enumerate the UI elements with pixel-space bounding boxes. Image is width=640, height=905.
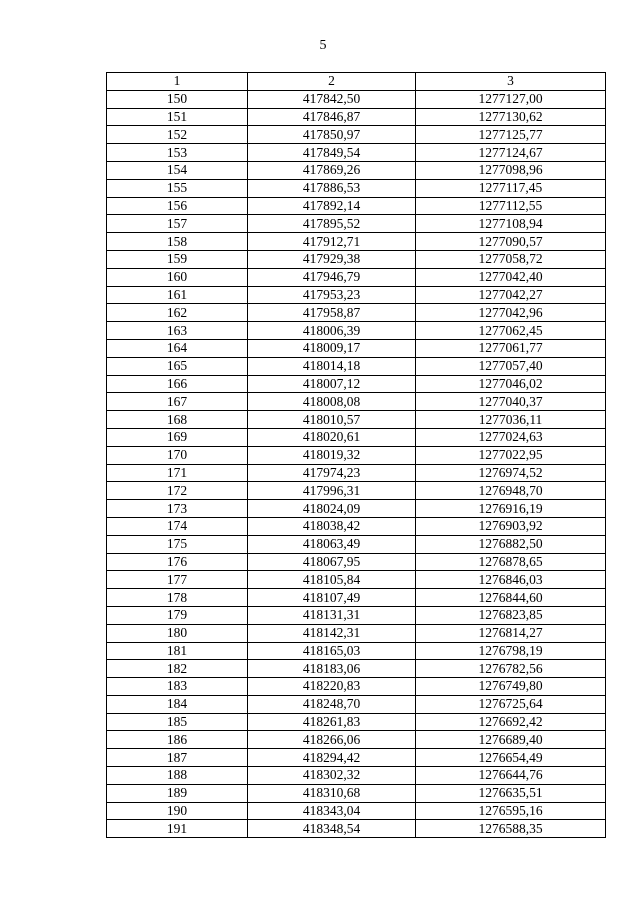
point-number-cell: 162 <box>107 304 248 322</box>
x-coordinate-cell: 418105,84 <box>248 571 416 589</box>
x-coordinate-cell: 418220,83 <box>248 678 416 696</box>
y-coordinate-cell: 1276782,56 <box>416 660 606 678</box>
y-coordinate-cell: 1276692,42 <box>416 713 606 731</box>
y-coordinate-cell: 1276814,27 <box>416 624 606 642</box>
y-coordinate-cell: 1276882,50 <box>416 535 606 553</box>
point-number-cell: 153 <box>107 144 248 162</box>
point-number-cell: 183 <box>107 678 248 696</box>
table-row <box>107 767 606 785</box>
y-coordinate-cell: 1277046,02 <box>416 375 606 393</box>
table-row <box>107 108 606 126</box>
table-row <box>107 500 606 518</box>
point-number-cell: 173 <box>107 500 248 518</box>
y-coordinate-cell: 1277098,96 <box>416 161 606 179</box>
y-coordinate-cell: 1277042,96 <box>416 304 606 322</box>
table-row <box>107 375 606 393</box>
y-coordinate-cell: 1277042,40 <box>416 268 606 286</box>
table-row <box>107 464 606 482</box>
point-number-cell: 177 <box>107 571 248 589</box>
point-number-cell: 159 <box>107 250 248 268</box>
header-row <box>107 73 606 91</box>
y-coordinate-cell: 1276749,80 <box>416 678 606 696</box>
y-coordinate-cell: 1276588,35 <box>416 820 606 838</box>
x-coordinate-cell: 417946,79 <box>248 268 416 286</box>
point-number-cell: 163 <box>107 322 248 340</box>
point-number-cell: 160 <box>107 268 248 286</box>
point-number-cell: 150 <box>107 90 248 108</box>
table-row <box>107 411 606 429</box>
point-number-cell: 158 <box>107 233 248 251</box>
point-number-cell: 182 <box>107 660 248 678</box>
y-coordinate-cell: 1276644,76 <box>416 767 606 785</box>
table-row <box>107 428 606 446</box>
point-number-cell: 164 <box>107 339 248 357</box>
table-row <box>107 339 606 357</box>
y-coordinate-cell: 1276844,60 <box>416 589 606 607</box>
table-header <box>107 73 606 91</box>
column-header-point: 1 <box>107 73 248 91</box>
point-number-cell: 151 <box>107 108 248 126</box>
point-number-cell: 152 <box>107 126 248 144</box>
x-coordinate-cell: 417842,50 <box>248 90 416 108</box>
page-number <box>0 38 640 54</box>
x-coordinate-cell: 417953,23 <box>248 286 416 304</box>
table-row <box>107 233 606 251</box>
point-number-cell: 181 <box>107 642 248 660</box>
point-number-cell: 180 <box>107 624 248 642</box>
table-row <box>107 553 606 571</box>
point-number-cell: 187 <box>107 749 248 767</box>
x-coordinate-cell: 417886,53 <box>248 179 416 197</box>
table-row <box>107 322 606 340</box>
x-coordinate-cell: 418019,32 <box>248 446 416 464</box>
y-coordinate-cell: 1277127,00 <box>416 90 606 108</box>
point-number-cell: 170 <box>107 446 248 464</box>
table-row <box>107 144 606 162</box>
x-coordinate-cell: 418024,09 <box>248 500 416 518</box>
point-number-cell: 169 <box>107 428 248 446</box>
table-row <box>107 749 606 767</box>
y-coordinate-cell: 1277108,94 <box>416 215 606 233</box>
table-row <box>107 695 606 713</box>
point-number-cell: 185 <box>107 713 248 731</box>
table-row <box>107 731 606 749</box>
point-number-cell: 190 <box>107 802 248 820</box>
y-coordinate-cell: 1276798,19 <box>416 642 606 660</box>
x-coordinate-cell: 418343,04 <box>248 802 416 820</box>
x-coordinate-cell: 417869,26 <box>248 161 416 179</box>
table-row <box>107 678 606 696</box>
x-coordinate-cell: 418294,42 <box>248 749 416 767</box>
table-row <box>107 571 606 589</box>
point-number-cell: 176 <box>107 553 248 571</box>
x-coordinate-cell: 418038,42 <box>248 517 416 535</box>
y-coordinate-cell: 1277124,67 <box>416 144 606 162</box>
table-row <box>107 713 606 731</box>
y-coordinate-cell: 1276846,03 <box>416 571 606 589</box>
table-row <box>107 606 606 624</box>
table-row <box>107 126 606 144</box>
table-row <box>107 784 606 802</box>
table-row <box>107 535 606 553</box>
point-number-cell: 156 <box>107 197 248 215</box>
x-coordinate-cell: 417846,87 <box>248 108 416 126</box>
x-coordinate-cell: 418131,31 <box>248 606 416 624</box>
y-coordinate-cell: 1276948,70 <box>416 482 606 500</box>
x-coordinate-cell: 418266,06 <box>248 731 416 749</box>
point-number-cell: 155 <box>107 179 248 197</box>
point-number-cell: 179 <box>107 606 248 624</box>
x-coordinate-cell: 418302,32 <box>248 767 416 785</box>
y-coordinate-cell: 1277130,62 <box>416 108 606 126</box>
table-body <box>107 90 606 837</box>
x-coordinate-cell: 418010,57 <box>248 411 416 429</box>
point-number-cell: 172 <box>107 482 248 500</box>
table-row <box>107 589 606 607</box>
point-number-cell: 167 <box>107 393 248 411</box>
table-row <box>107 624 606 642</box>
y-coordinate-cell: 1277125,77 <box>416 126 606 144</box>
x-coordinate-cell: 418183,06 <box>248 660 416 678</box>
point-number-cell: 168 <box>107 411 248 429</box>
x-coordinate-cell: 417929,38 <box>248 250 416 268</box>
point-number-cell: 157 <box>107 215 248 233</box>
point-number-cell: 188 <box>107 767 248 785</box>
point-number-cell: 175 <box>107 535 248 553</box>
page-number-text: 5 <box>319 38 327 53</box>
y-coordinate-cell: 1276823,85 <box>416 606 606 624</box>
table-row <box>107 304 606 322</box>
table-row <box>107 802 606 820</box>
point-number-cell: 161 <box>107 286 248 304</box>
table-row <box>107 482 606 500</box>
y-coordinate-cell: 1277058,72 <box>416 250 606 268</box>
x-coordinate-cell: 417912,71 <box>248 233 416 251</box>
x-coordinate-cell: 418020,61 <box>248 428 416 446</box>
y-coordinate-cell: 1277022,95 <box>416 446 606 464</box>
table-row <box>107 517 606 535</box>
y-coordinate-cell: 1277042,27 <box>416 286 606 304</box>
y-coordinate-cell: 1276916,19 <box>416 500 606 518</box>
x-coordinate-cell: 417892,14 <box>248 197 416 215</box>
table-row <box>107 197 606 215</box>
table-row <box>107 820 606 838</box>
y-coordinate-cell: 1277090,57 <box>416 233 606 251</box>
coordinates-table <box>106 72 606 838</box>
table-row <box>107 286 606 304</box>
column-header-x: 2 <box>248 73 416 91</box>
x-coordinate-cell: 418014,18 <box>248 357 416 375</box>
point-number-cell: 184 <box>107 695 248 713</box>
table-row <box>107 660 606 678</box>
point-number-cell: 186 <box>107 731 248 749</box>
y-coordinate-cell: 1276725,64 <box>416 695 606 713</box>
x-coordinate-cell: 418248,70 <box>248 695 416 713</box>
x-coordinate-cell: 418107,49 <box>248 589 416 607</box>
x-coordinate-cell: 418063,49 <box>248 535 416 553</box>
x-coordinate-cell: 417895,52 <box>248 215 416 233</box>
y-coordinate-cell: 1276903,92 <box>416 517 606 535</box>
x-coordinate-cell: 417974,23 <box>248 464 416 482</box>
x-coordinate-cell: 418009,17 <box>248 339 416 357</box>
point-number-cell: 166 <box>107 375 248 393</box>
point-number-cell: 189 <box>107 784 248 802</box>
point-number-cell: 165 <box>107 357 248 375</box>
table-row <box>107 446 606 464</box>
table-row <box>107 357 606 375</box>
y-coordinate-cell: 1276635,51 <box>416 784 606 802</box>
table-row <box>107 161 606 179</box>
y-coordinate-cell: 1277117,45 <box>416 179 606 197</box>
x-coordinate-cell: 417996,31 <box>248 482 416 500</box>
table-row <box>107 179 606 197</box>
point-number-cell: 174 <box>107 517 248 535</box>
x-coordinate-cell: 418310,68 <box>248 784 416 802</box>
y-coordinate-cell: 1276974,52 <box>416 464 606 482</box>
table-row <box>107 268 606 286</box>
table-row <box>107 642 606 660</box>
y-coordinate-cell: 1276654,49 <box>416 749 606 767</box>
x-coordinate-cell: 417849,54 <box>248 144 416 162</box>
column-header-y: 3 <box>416 73 606 91</box>
table-row <box>107 215 606 233</box>
x-coordinate-cell: 418348,54 <box>248 820 416 838</box>
y-coordinate-cell: 1277024,63 <box>416 428 606 446</box>
x-coordinate-cell: 418067,95 <box>248 553 416 571</box>
x-coordinate-cell: 417850,97 <box>248 126 416 144</box>
table-row <box>107 250 606 268</box>
y-coordinate-cell: 1277036,11 <box>416 411 606 429</box>
y-coordinate-cell: 1277057,40 <box>416 357 606 375</box>
point-number-cell: 171 <box>107 464 248 482</box>
point-number-cell: 191 <box>107 820 248 838</box>
y-coordinate-cell: 1276689,40 <box>416 731 606 749</box>
x-coordinate-cell: 418142,31 <box>248 624 416 642</box>
y-coordinate-cell: 1276878,65 <box>416 553 606 571</box>
y-coordinate-cell: 1277040,37 <box>416 393 606 411</box>
x-coordinate-cell: 418261,83 <box>248 713 416 731</box>
table-row <box>107 393 606 411</box>
table-row <box>107 90 606 108</box>
y-coordinate-cell: 1276595,16 <box>416 802 606 820</box>
y-coordinate-cell: 1277112,55 <box>416 197 606 215</box>
x-coordinate-cell: 418006,39 <box>248 322 416 340</box>
point-number-cell: 178 <box>107 589 248 607</box>
x-coordinate-cell: 417958,87 <box>248 304 416 322</box>
x-coordinate-cell: 418007,12 <box>248 375 416 393</box>
x-coordinate-cell: 418008,08 <box>248 393 416 411</box>
y-coordinate-cell: 1277061,77 <box>416 339 606 357</box>
x-coordinate-cell: 418165,03 <box>248 642 416 660</box>
y-coordinate-cell: 1277062,45 <box>416 322 606 340</box>
point-number-cell: 154 <box>107 161 248 179</box>
